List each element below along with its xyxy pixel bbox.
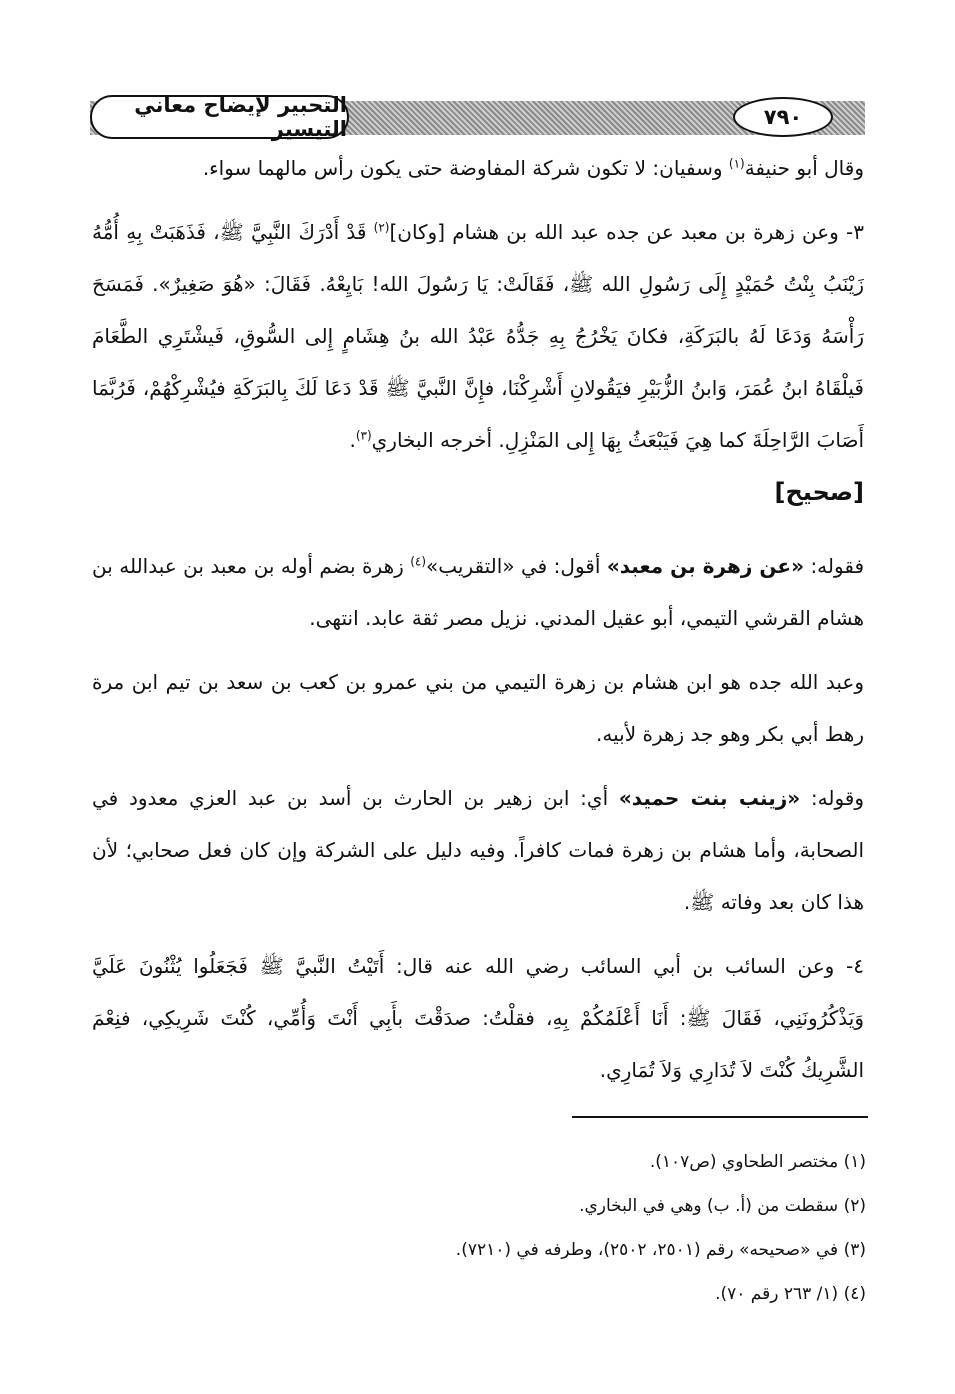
hadith-3: ٣- وعن زهرة بن معبد عن جده عبد الله بن هشام [وكان]$^{(٢)}$ قَدْ أَدْرَكَ النَّبِيَّ ﷺ، فَذَهَبَتْ بِهِ أُمُّهُ زَيْنَبُ بِنْتُ حُمَيْدٍ إِلَى رَسُولِ الله ﷺ، فَقَالَتْ: يَا رَسُولَ الله! بَايِعْهُ. فَقَالَ: «هُوَ صَغِيرٌ». فَمَسَحَ رَأْسَهُ وَدَعَا لَهُ بالبَرَكَةِ، فكانَ يَخْرُجُ بِهِ جَدُّهُ عَبْدُ الله بنُ هِشَامٍ إِلى السُّوقِ، فَيشْتَرِي الطَّعَامَ فَيلْقَاهُ ابنُ عُمَرَ، وَابنُ الزُّبَيْرِ فيَقُولانِ أَشْرِكْنَا، فإِنَّ النَّبيَّ ﷺ قَدْ دَعَا لَكَ بِالبَرَكَةِ فيُشْرِكْهُمْ، فَرُبَّمَا أَصَابَ الرَّاحِلَةَ كما هِيَ فَيَبْعَثُ بِهَا إِلى المَنْزِلِ. أخرجه البخاري$^{(٣)}$. [92,220,864,452]
footnote-divider [572,1116,868,1118]
footnote-ref-4: (٤) [410,554,427,569]
paragraph-abu-hanifa: وقال أبو حنيفة$^{(١)}$ وسفيان: لا تكون شركة المفاوضة حتى يكون رأس مالهما سواء. [202,156,864,180]
footnote-ref-2: (٢) [373,220,390,235]
hadith-3-verdict: [صحيح] [774,478,864,506]
footnotes [300,1140,866,1316]
quoted-term: «عن زهرة بن معبد» [606,554,804,578]
footnote-ref-1: (١) [728,156,745,171]
running-header [90,95,865,141]
commentary-zaynab: وقوله: «زينب بنت حميد» أي: ابن زهير بن الحارث بن أسد بن عبد العزي معدود في الصحابة، وأما هشام بن زهرة فمات كافراً. وفيه دليل على الشركة وإن كان فعل صحابي؛ لأن هذا كان بعد وفاته ﷺ. [92,786,865,914]
footnote-3: (٣) في «صحيحه» رقم (٢٥٠١، ٢٥٠٢)، وطرفه في (٧٢١٠). [455,1240,866,1260]
footnote-2: (٢) سقطت من (أ. ب) وهي في البخاري. [579,1196,866,1216]
main-text [92,142,864,1096]
footnote-ref-3: (٣) [355,428,372,443]
commentary-abdullah: وعبد الله جده هو ابن هشام بن زهرة التيمي من بني عمرو بن كعب بن سعد بن تيم ابن مرة رهط أبي بكر وهو جد زهرة لأبيه. [92,670,864,746]
book-title: التحبير لإيضاح معاني التيسير [90,95,349,139]
footnote-4: (٤) (١/ ٢٦٣ رقم ٧٠). [715,1284,866,1304]
quoted-term: «زينب بنت حميد» [618,786,801,810]
page-number: ٧٩٠ [733,97,833,137]
commentary-zuhra: فقوله: «عن زهرة بن معبد» أقول: في «التقريب»$^{(٤)}$ زهرة بضم أوله بن معبد بن عبدالله بن هشام القرشي التيمي، أبو عقيل المدني. نزيل مصر ثقة عابد. انتهى. [92,554,865,630]
hadith-4: ٤- وعن السائب بن أبي السائب رضي الله عنه قال: أَتَيْتُ النَّبيَّ ﷺ فَجَعَلُوا يُثْنُونَ عَلَيَّ وَيَذْكُرُونَنِي، فَقَالَ ﷺ: أَنَا أَعْلَمُكُمْ بِهِ، فقلْتُ: صدَقْتَ بأَبِي أَنْتَ وَأُمِّي، كُنْتَ شَرِيكِي، فنِعْمَ الشَّرِيكُ كُنْتَ لاَ تُدَارِي وَلاَ تُمَارِي. [92,954,864,1082]
footnote-1: (١) مختصر الطحاوي (ص١٠٧). [649,1152,866,1172]
